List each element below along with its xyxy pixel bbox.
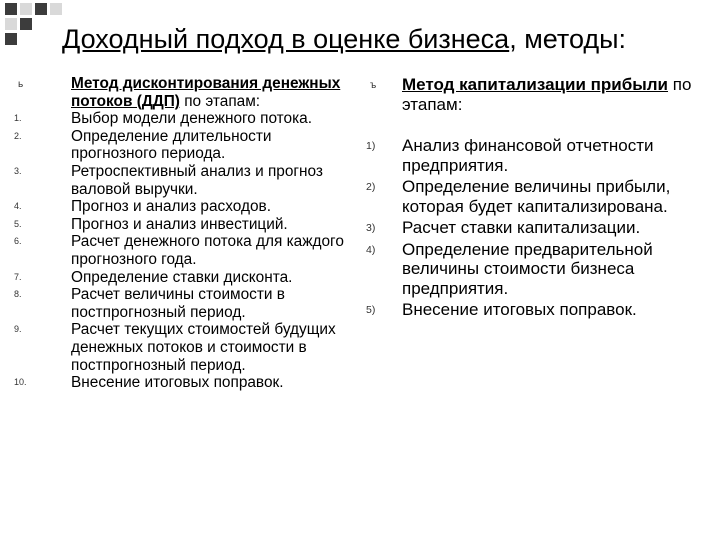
list-item: 2) Определение величины прибыли, которая будет капитализирована. [366,177,711,216]
cap-header-title: Метод капитализации прибыли [402,75,669,94]
list-item-text: Ретроспективный анализ и прогноз валовой выручки. [71,162,323,198]
list-item: 2. Определение длительности прогнозного периода. [14,128,344,163]
decor-square [20,18,32,30]
list-item-text: Выбор модели денежного потока. [71,110,313,128]
decor-square [35,3,47,15]
list-item-text: Прогноз и анализ инвестиций. [71,215,288,233]
list-item: 4) Определение предварительной величины стоимости бизнеса предприятия. [366,240,711,299]
list-item-text: Расчет величины стоимости в постпрогнозный период. [71,286,285,321]
list-item-text: Определение величины прибыли, которая будет капитализирована. [402,177,671,216]
decor-square [20,3,32,15]
cap-header [366,75,711,114]
dcf-header-title: Метод дисконтирования денежных потоков (ДДП) [71,75,341,110]
bullet-marker: ъ [370,80,377,91]
list-item-text: Определение длительности прогнозного периода. [71,127,272,163]
list-item: 1) Анализ финансовой отчетности предприятия. [366,136,711,175]
capitalization-method-column [366,75,711,320]
list-item-text: Прогноз и анализ расходов. [71,198,271,216]
list-item: 9. Расчет текущих стоимостей будущих денежных потоков и стоимости в постпрогнозный период. [14,321,344,374]
list-item: 5) Внесение итоговых поправок. [366,300,711,320]
page-title [62,22,712,56]
list-item: 7. Определение ставки дисконта. [14,269,344,287]
title-main: Доходный подход в оценке бизнеса [62,24,510,54]
cap-header-suffix: по этапам: [402,75,692,114]
list-item: 1. Выбор модели денежного потока. [14,110,344,128]
list-item: 8. Расчет величины стоимости в постпрогнозный период. [14,286,344,321]
list-item-text: Расчет текущих стоимостей будущих денежных потоков и стоимости в постпрогнозный период. [71,321,336,374]
decor-square [5,3,17,15]
dcf-header-suffix: по этапам: [179,92,261,110]
list-item-text: Расчет денежного потока для каждого прогнозного года. [71,233,344,268]
decor-square [5,33,17,45]
list-item-text: Расчет ставки капитализации. [402,218,641,237]
list-item: 5. Прогноз и анализ инвестиций. [14,216,344,234]
list-item-text: Внесение итоговых поправок. [71,374,284,392]
decor-square [50,3,62,15]
title-suffix: , методы: [509,24,627,54]
bullet-marker: ь [18,79,24,90]
list-item-text: Анализ финансовой отчетности предприятия. [402,136,654,175]
list-item: 4. Прогноз и анализ расходов. [14,198,344,216]
decor-square [5,18,17,30]
dcf-method-column [14,75,344,392]
list-item: 3. Ретроспективный анализ и прогноз валовой выручки. [14,163,344,198]
list-item-text: Определение предварительной величины стоимости бизнеса предприятия. [402,239,653,298]
dcf-header [14,75,344,110]
list-item: 10. Внесение итоговых поправок. [14,374,344,392]
list-item: 3) Расчет ставки капитализации. [366,218,711,238]
list-item-text: Внесение итоговых поправок. [402,300,637,319]
list-item: 6. Расчет денежного потока для каждого прогнозного года. [14,233,344,268]
list-item-text: Определение ставки дисконта. [71,268,293,286]
